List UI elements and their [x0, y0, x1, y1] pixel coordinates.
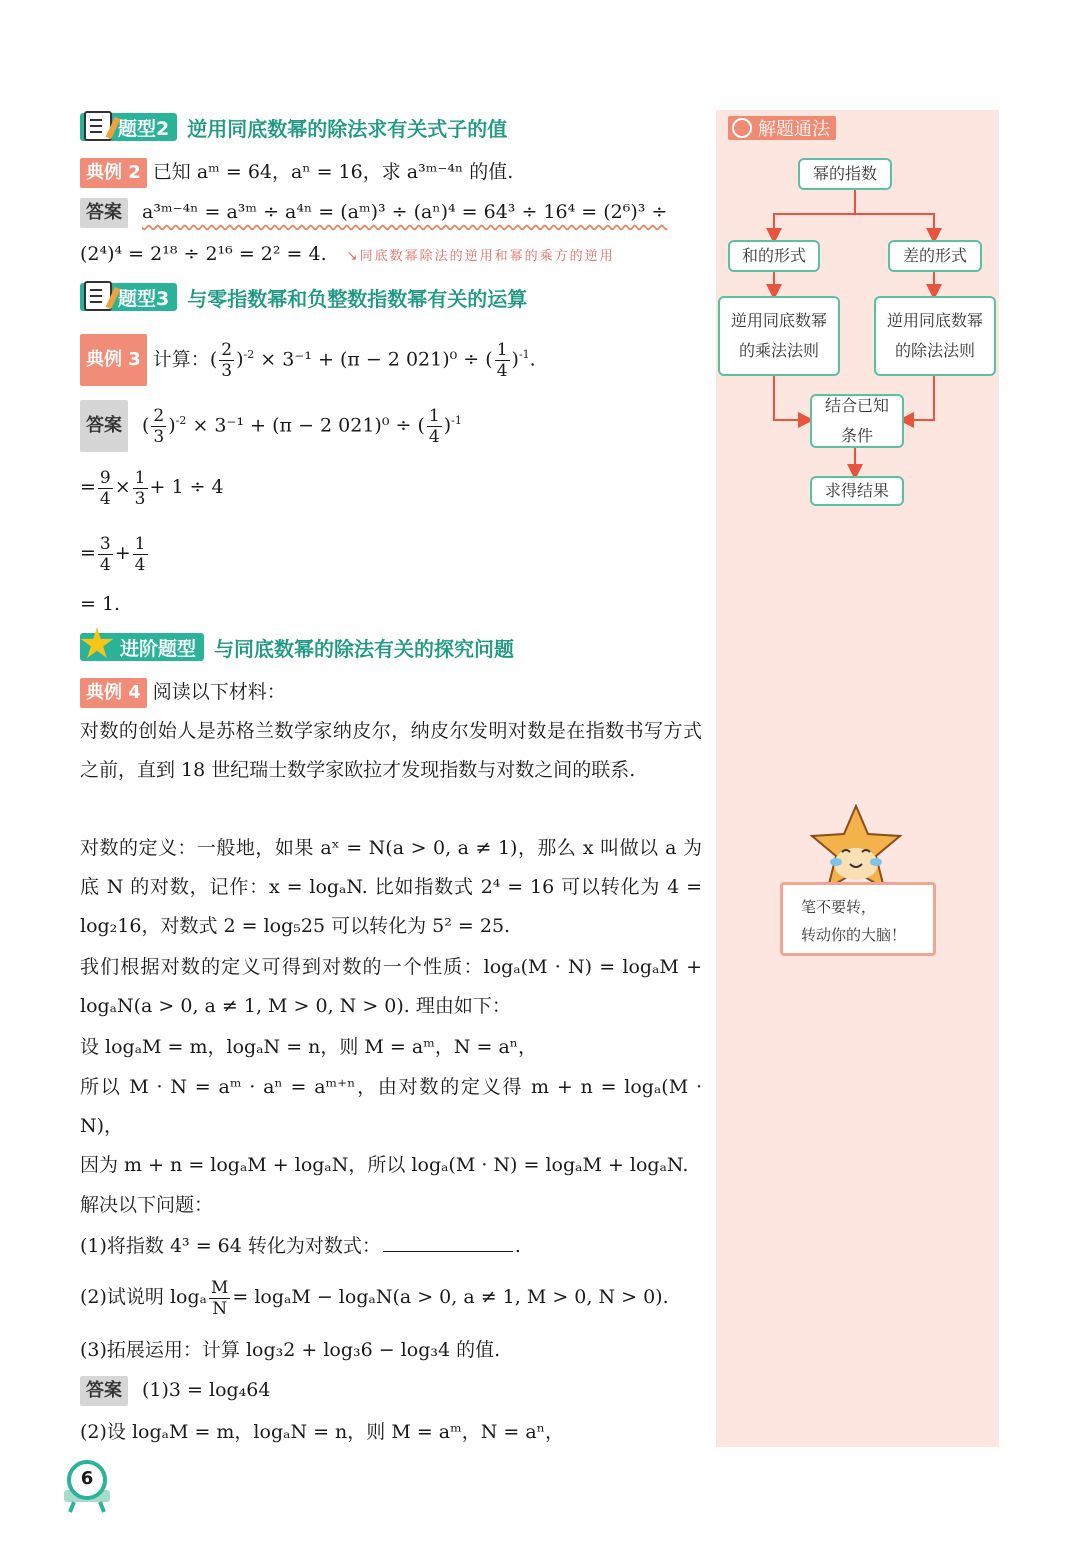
- paragraph: 设 logₐM = m，logₐN = n，则 M = aᵐ，N = aⁿ，: [80, 1036, 538, 1058]
- notepad-pencil-icon: [84, 111, 112, 141]
- paragraph: 对数的定义：一般地，如果 aˣ = N(a > 0, a ≠ 1)，那么 x 叫做以 a 为底 N 的对数，记作：x = logₐN. 比如指数式 2⁴ = 16 可以转化为 4 = log₂16，对数式 2 = log₅25 可以转化为 5² = 25.: [80, 837, 702, 937]
- fraction: $\frac{M}{N}$: [210, 1277, 229, 1319]
- fraction: $\frac{1}{4}$: [428, 405, 440, 447]
- answer-blank: [383, 1251, 513, 1252]
- answer3-step2: = $\frac{3}{4}$ + $\frac{1}{4}$: [80, 533, 146, 575]
- advanced-tag: 进阶题型: [80, 633, 204, 661]
- fraction: $\frac{1}{4}$: [496, 339, 508, 381]
- method-tag: 解题通法: [728, 116, 836, 140]
- answer4-line2: (2)设 logₐM = m，logₐN = n，则 M = aᵐ，N = aⁿ，: [80, 1421, 564, 1443]
- flow-result: 求得结果: [810, 476, 904, 506]
- answer3-line: 答案 ( $\frac{2}{3}$ )$^{-2}$ × 3⁻¹ + (π − 2 021)⁰ ÷ ( $\frac{1}{4}$ )$^{-1}$: [80, 396, 462, 452]
- star-mascot-illustration: [808, 804, 904, 890]
- advanced-title: 与同底数幂的除法有关的探究问题: [214, 636, 515, 661]
- type3-title: 与零指数幂和负整数指数幂有关的运算: [187, 286, 528, 311]
- paragraph: 因为 m + n = logₐM + logₐN，所以 logₐ(M · N) = logₐM + logₐN.: [80, 1154, 689, 1176]
- answer4-line1: 答案 (1)3 = log₄64: [80, 1376, 270, 1406]
- question-2: (2)试说明 logₐ $\frac{M}{N}$ = logₐM − logₐN(a > 0, a ≠ 1, M > 0, N > 0).: [80, 1277, 669, 1319]
- fraction: $\frac{2}{3}$: [153, 405, 165, 447]
- example3-line: 典例 3 计算：( $\frac{2}{3}$ )$^{-2}$ × 3⁻¹ + (π − 2 021)⁰ ÷ ( $\frac{1}{4}$ )$^{-1}$.: [80, 330, 536, 386]
- question-3: (3)拓展运用：计算 log₃2 + log₃6 − log₃4 的值.: [80, 1339, 501, 1361]
- fraction: $\frac{3}{4}$: [99, 533, 111, 575]
- type2-title: 逆用同底数幂的除法求有关式子的值: [187, 116, 508, 141]
- example2-tag: 典例 2: [80, 158, 147, 188]
- flow-sum: 和的形式: [728, 240, 820, 272]
- answer2-tag: 答案: [80, 198, 128, 228]
- paragraph: 我们根据对数的定义可得到对数的一个性质：logₐ(M · N) = logₐM + logₐN(a > 0, a ≠ 1, M > 0, N > 0). 理由如下：: [80, 956, 702, 1017]
- question-1: (1)将指数 4³ = 64 转化为对数式： .: [80, 1235, 521, 1257]
- type3-tag: 题型3: [80, 283, 177, 311]
- answer2-line2: [80, 240, 615, 271]
- star-icon: [80, 627, 114, 661]
- mascot-note: [780, 882, 936, 956]
- answer3-tag: 答案: [80, 400, 128, 452]
- type2-tag: 题型2: [80, 113, 177, 141]
- sidebar-panel: [716, 110, 999, 1447]
- example3-prefix: 计算：: [152, 348, 210, 371]
- fraction: $\frac{2}{3}$: [221, 339, 233, 381]
- notepad-pencil-icon: [84, 281, 112, 311]
- fraction: $\frac{9}{4}$: [99, 467, 111, 509]
- flow-div-rule: 逆用同底数幂的除法法则: [874, 296, 996, 376]
- example4-line: [80, 678, 286, 708]
- fraction: $\frac{1}{4}$: [134, 533, 146, 575]
- answer3-step3: = 1.: [80, 593, 121, 615]
- flow-diff: 差的形式: [888, 240, 982, 272]
- answer2-line1: [80, 198, 667, 228]
- example4-intro: 阅读以下材料：: [152, 681, 286, 703]
- advanced-heading: [80, 630, 514, 664]
- page-number: 6: [80, 1468, 94, 1489]
- type2-heading: [80, 110, 507, 144]
- paragraph: 对数的创始人是苏格兰数学家纳皮尔，纳皮尔发明对数是在指数书写方式之前，直到 18 世纪瑞士数学家欧拉才发现指数与对数之间的联系.: [80, 720, 702, 781]
- answer2-note: ↘同底数幂除法的逆用和幂的乘方的逆用: [346, 249, 615, 264]
- example2-text: 已知 aᵐ = 64，aⁿ = 16，求 a³ᵐ⁻⁴ⁿ 的值.: [152, 161, 514, 183]
- paragraph: 解决以下问题：: [80, 1194, 214, 1216]
- flow-combine: 结合已知条件: [810, 394, 904, 448]
- fraction: $\frac{1}{3}$: [134, 467, 146, 509]
- paragraph: 所以 M · N = aᵐ · aⁿ = aᵐ⁺ⁿ，由对数的定义得 m + n = logₐ(M · N)，: [80, 1076, 702, 1137]
- flow-mul-rule: 逆用同底数幂的乘法法则: [718, 296, 840, 376]
- flow-root: 幂的指数: [798, 158, 892, 190]
- example4-tag: 典例 4: [80, 678, 147, 708]
- example2-line: [80, 158, 513, 188]
- answer4-tag: 答案: [80, 1376, 128, 1406]
- type3-heading: [80, 280, 527, 314]
- answer3-step1: = $\frac{9}{4}$ × $\frac{1}{3}$ + 1 ÷ 4: [80, 467, 224, 509]
- mascot-note-line1: 笔不要转，: [801, 898, 877, 916]
- answer2-formula2: (2⁴)⁴ = 2¹⁸ ÷ 2¹⁶ = 2² = 4.: [80, 243, 327, 265]
- example3-tag: 典例 3: [80, 334, 147, 386]
- answer2-formula1: a³ᵐ⁻⁴ⁿ = a³ᵐ ÷ a⁴ⁿ = (aᵐ)³ ÷ (aⁿ)⁴ = 64³ ÷ 16⁴ = (2⁶)³ ÷: [142, 201, 668, 223]
- mascot-note-line2: 转动你的大脑！: [801, 926, 907, 944]
- page-number-badge: [62, 1458, 112, 1508]
